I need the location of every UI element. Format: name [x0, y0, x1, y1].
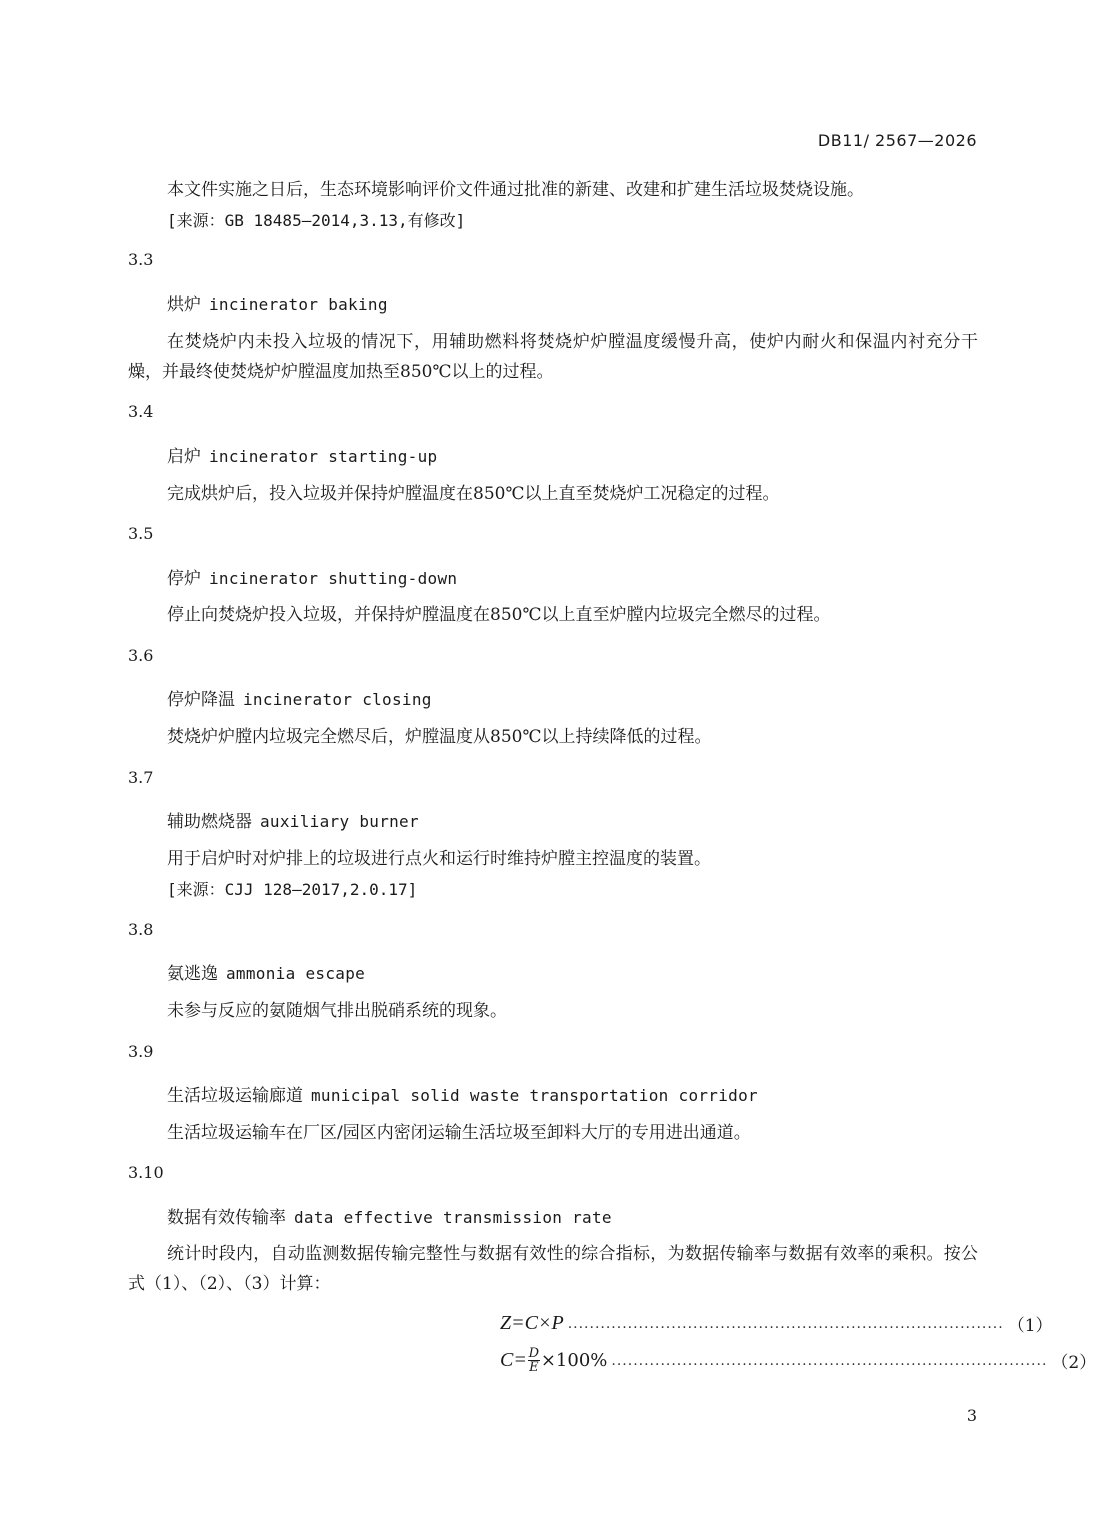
formula-lhs: Z: [500, 1312, 512, 1334]
section-number: 3.8: [128, 920, 154, 939]
intro-paragraph: 本文件实施之日后，生态环境影响评价文件通过批准的新建、改建和扩建生活垃圾焚烧设施。: [167, 180, 864, 200]
page-number: 3: [966, 1406, 977, 1425]
formula-rhs: C×P: [524, 1312, 564, 1334]
formula-lhs: C: [500, 1349, 514, 1371]
document-number: DB11/ 2567—2026: [817, 131, 977, 150]
section-number: 3.5: [128, 524, 154, 543]
term-en: auxiliary burner: [260, 812, 419, 831]
term-definition: 统计时段内，自动监测数据传输完整性与数据有效性的综合指标，为数据传输率与数据有效率的乘积。按公式（1）、（2）、（3）计算：: [128, 1244, 978, 1294]
term-en: incinerator shutting-down: [209, 569, 458, 588]
term-en: ammonia escape: [226, 964, 366, 983]
formula-leader-dots: ................................................................................: [567, 1315, 1004, 1332]
term-zh: 氨逃逸: [167, 964, 218, 984]
term-definition: 停止向焚烧炉投入垃圾，并保持炉膛温度在850℃以上直至炉膛内垃圾完全燃尽的过程。: [167, 605, 831, 625]
term-zh: 停炉: [167, 569, 201, 589]
term-zh: 停炉降温: [167, 690, 235, 710]
fraction-denominator: E: [529, 1360, 539, 1375]
term-zh: 启炉: [167, 447, 201, 467]
term-zh: 辅助燃烧器: [167, 812, 252, 832]
term-source: [来源：CJJ 128—2017,2.0.17]: [167, 880, 418, 899]
formula-rhs: ×100%: [540, 1350, 608, 1371]
formula-2: [500, 1346, 1096, 1375]
term-en: municipal solid waste transportation corridor: [311, 1086, 758, 1105]
term-heading: [167, 1081, 758, 1106]
section-number: 3.4: [128, 402, 154, 421]
term-definition: 焚烧炉炉膛内垃圾完全燃尽后，炉膛温度从850℃以上持续降低的过程。: [167, 727, 712, 747]
term-zh: 数据有效传输率: [167, 1208, 286, 1228]
section-number: 3.10: [128, 1163, 164, 1182]
term-definition: 未参与反应的氨随烟气排出脱硝系统的现象。: [167, 1001, 507, 1021]
term-definition: 完成烘炉后，投入垃圾并保持炉膛温度在850℃以上直至焚烧炉工况稳定的过程。: [167, 484, 780, 504]
term-heading: [167, 290, 388, 315]
term-en: incinerator baking: [209, 295, 388, 314]
term-en: data effective transmission rate: [294, 1208, 612, 1227]
term-definition: 在焚烧炉内未投入垃圾的情况下，用辅助燃料将焚烧炉炉膛温度缓慢升高，使炉内耐火和保温内衬充分干燥，并最终使焚烧炉炉膛温度加热至850℃以上的过程。: [128, 332, 978, 382]
section-number: 3.6: [128, 646, 154, 665]
section-number: 3.9: [128, 1042, 154, 1061]
term-heading: [167, 1203, 612, 1228]
term-heading: [167, 807, 419, 832]
term-heading: [167, 959, 365, 984]
formula-equals: =: [511, 1312, 525, 1334]
formula-number: （1）: [1007, 1316, 1053, 1336]
fraction-numerator: D: [528, 1346, 540, 1361]
term-definition: 生活垃圾运输车在厂区/园区内密闭运输生活垃圾至卸料大厅的专用进出通道。: [167, 1123, 751, 1143]
formula-leader-dots: ................................................................................: [611, 1352, 1048, 1369]
term-zh: 生活垃圾运输廊道: [167, 1086, 303, 1106]
term-heading: [167, 442, 437, 467]
term-en: incinerator closing: [243, 690, 432, 709]
formula-equals: =: [513, 1349, 527, 1371]
formula-fraction: [528, 1347, 540, 1374]
section-number: 3.3: [128, 250, 154, 269]
section-number: 3.7: [128, 768, 154, 787]
formula-1: [500, 1311, 1053, 1336]
term-heading: [167, 564, 457, 589]
intro-source: [来源：GB 18485—2014,3.13,有修改]: [167, 211, 466, 230]
formula-number: （2）: [1051, 1353, 1096, 1373]
term-zh: 烘炉: [167, 295, 201, 315]
term-en: incinerator starting-up: [209, 447, 438, 466]
term-heading: [167, 685, 432, 710]
term-definition: 用于启炉时对炉排上的垃圾进行点火和运行时维持炉膛主控温度的装置。: [167, 849, 711, 869]
